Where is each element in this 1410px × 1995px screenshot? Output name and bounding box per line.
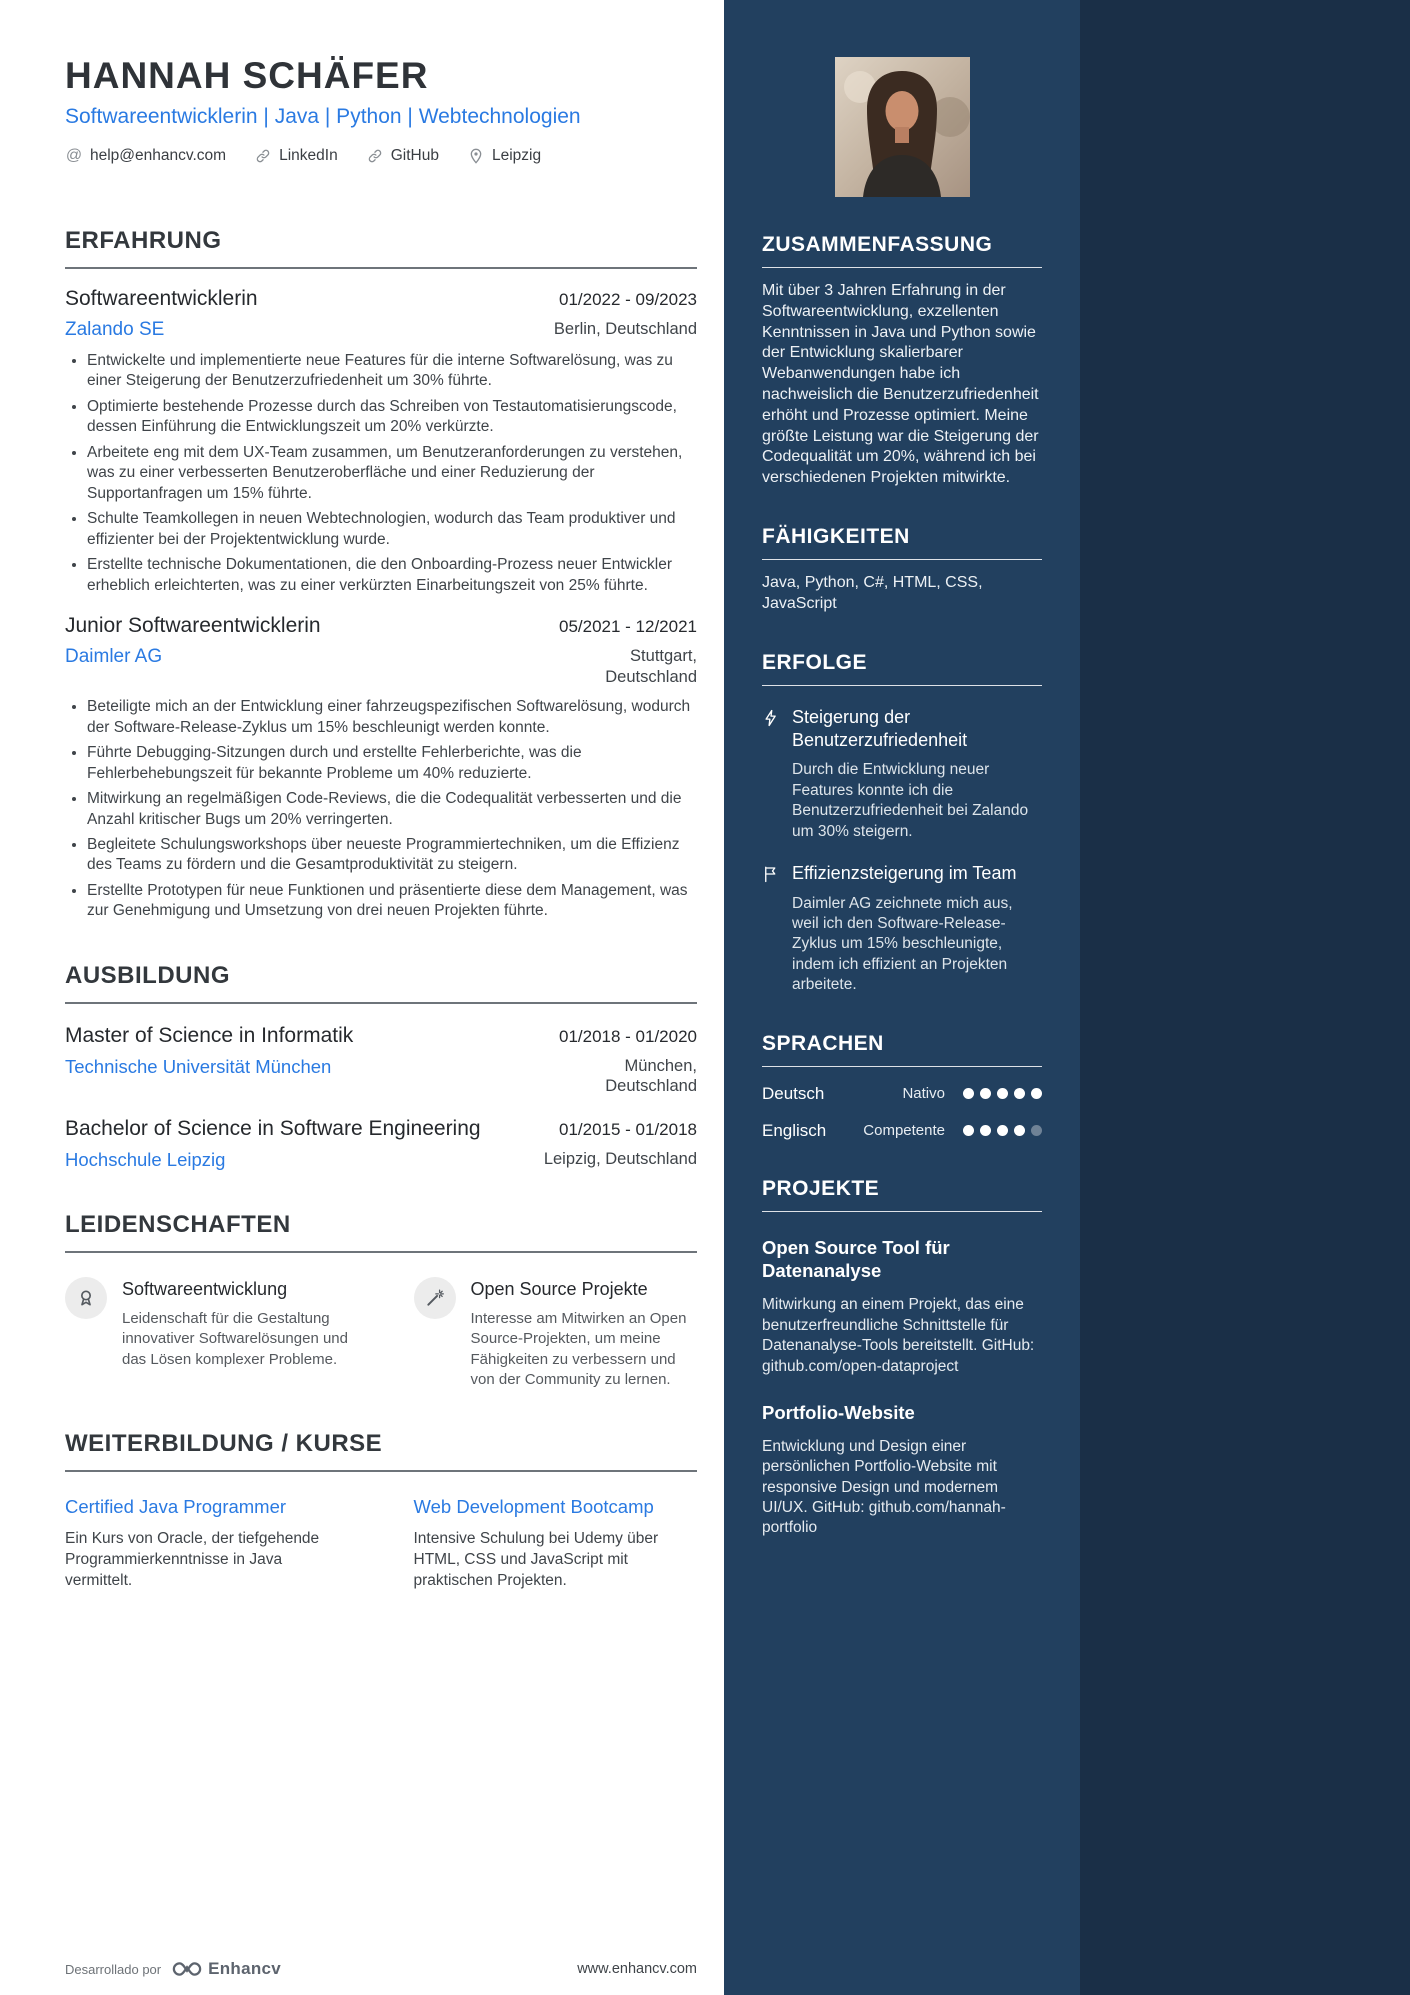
powered-by-label: Desarrollado por	[65, 1961, 162, 1977]
job-bullet: • Arbeitete eng mit dem UX-Team zusammen, um Benutzeranforderungen zu verstehen, was zu einer verbesserten Benutzeroberfläche und einer Reduzierung der Supportanfragen um 15% führte.	[87, 443, 697, 504]
degree-title: Bachelor of Science in Software Engineering	[65, 1117, 481, 1141]
job-title: Softwareentwicklerin	[65, 287, 258, 310]
contact-github-label: GitHub	[390, 147, 439, 164]
education-entry	[65, 1117, 697, 1171]
section-heading-passions: LEIDENSCHAFTEN	[65, 1211, 697, 1253]
enhancv-logo-icon	[172, 1961, 202, 1977]
link-icon	[254, 147, 272, 165]
course-item	[65, 1496, 349, 1592]
job-location: Stuttgart, Deutschland	[605, 646, 697, 686]
sidebar-section-summary	[762, 233, 1042, 489]
achievement-title: Effizienzsteigerung im Team	[792, 863, 1017, 884]
section-courses	[65, 1430, 697, 1592]
job-bullet: • Optimierte bestehende Prozesse durch das Schreiben von Testautomatisierungscode, dessen Einführung die Entwicklungszeit um 20% verkürzte.	[87, 397, 697, 438]
job-dates: 01/2022 - 09/2023	[558, 290, 697, 309]
contact-row	[65, 147, 697, 165]
job-bullet: • Mitwirkung an regelmäßigen Code-Reviews, die die Codequalität verbesserten und die Anzahl kritischer Bugs um 20% verringerten.	[87, 789, 697, 830]
candidate-name: HANNAH SCHÄFER	[65, 55, 429, 96]
experience-entry	[65, 287, 697, 596]
passion-text: Leidenschaft für die Gestaltung innovativer Softwarelösungen und das Lösen komplexer Probleme.	[122, 1310, 348, 1368]
enhancv-website-link[interactable]: www.enhancv.com	[577, 1961, 697, 1977]
course-text: Intensive Schulung bei Udemy über HTML, CSS und JavaScript mit praktischen Projekten.	[413, 1530, 659, 1589]
sidebar-heading-skills: FÄHIGKEITEN	[762, 525, 1042, 560]
sidebar-section-projects	[762, 1177, 1042, 1539]
medal-icon	[65, 1277, 107, 1319]
passion-title: Softwareentwicklung	[122, 1279, 288, 1300]
sidebar-section-skills	[762, 525, 1042, 615]
company-link[interactable]: Zalando SE	[65, 319, 165, 340]
sidebar-section-achievements	[762, 651, 1042, 996]
job-bullet: • Erstellte technische Dokumentationen, die den Onboarding-Prozess neuer Entwickler erheblich erleichterten, was zu einer verkürzten Einarbeitungszeit von 25% führte.	[87, 555, 697, 596]
location-icon	[467, 147, 485, 165]
achievement-title: Steigerung der Benutzerzufriedenheit	[792, 706, 968, 750]
resume-header	[65, 55, 697, 165]
language-proficiency-dots	[963, 1125, 1042, 1136]
flag-icon	[762, 865, 782, 885]
language-level: Nativo	[902, 1085, 945, 1103]
project-title: Open Source Tool für Datenanalyse	[762, 1236, 950, 1282]
passion-text: Interesse am Mitwirken an Open Source-Projekten, um meine Fähigkeiten zu verbessern und von der Community zu lernen.	[470, 1310, 687, 1388]
contact-linkedin-label: LinkedIn	[279, 147, 338, 164]
contact-location-label: Leipzig	[491, 147, 542, 164]
contact-linkedin[interactable]	[254, 147, 338, 165]
language-name: Deutsch	[762, 1083, 825, 1103]
course-title-link[interactable]: Certified Java Programmer	[65, 1496, 287, 1518]
section-heading-education: AUSBILDUNG	[65, 962, 697, 1004]
summary-text: Mit über 3 Jahren Erfahrung in der Softwareentwicklung, exzellenten Kenntnissen in Java und Python sowie der Entwicklung skalierbarer Webanwendungen habe ich nachweislich die Benutzerzufriedenheit erhöht und Prozesse optimiert. Meine größte Leistung war die Steigerung der Codequalität um 20%, während ich bei verschiedenen Projekten mitwirkte.	[762, 282, 1039, 487]
language-proficiency-dots	[963, 1088, 1042, 1099]
experience-entry	[65, 614, 697, 922]
section-passions	[65, 1211, 697, 1390]
project-item	[762, 1236, 1042, 1377]
school-link[interactable]: Hochschule Leipzig	[65, 1149, 226, 1171]
education-entry	[65, 1024, 697, 1097]
job-bullet: • Beteiligte mich an der Entwicklung einer fahrzeugspezifischen Softwarelösung, wodurch der Software-Release-Zyklus um 15% beschleunigt werden konnte.	[87, 697, 697, 738]
job-location: Berlin, Deutschland	[553, 320, 697, 338]
lightning-icon	[762, 709, 782, 729]
company-link[interactable]: Daimler AG	[65, 645, 163, 667]
job-bullet: • Schulte Teamkollegen in neuen Webtechnologien, wodurch das Team produktiver und effizienter bei der Projektentwicklung wurde.	[87, 509, 697, 550]
language-name: Englisch	[762, 1120, 827, 1140]
language-level: Competente	[863, 1122, 945, 1140]
achievement-text: Durch die Entwicklung neuer Features konnte ich die Benutzerzufriedenheit bei Zalando um 30% steigern.	[792, 761, 1029, 840]
passion-item	[414, 1277, 698, 1390]
resume-sidebar	[724, 0, 1080, 1995]
education-dates: 01/2015 - 01/2018	[558, 1120, 697, 1140]
job-title: Junior Softwareentwicklerin	[65, 613, 321, 637]
achievement-item	[762, 706, 1042, 843]
sidebar-heading-projects: PROJEKTE	[762, 1177, 1042, 1212]
enhancv-logo	[172, 1959, 281, 1979]
section-heading-experience: ERFAHRUNG	[65, 227, 697, 269]
project-text: Mitwirkung an einem Projekt, das eine benutzerfreundliche Schnittstelle für Datenanalyse-Tools bereitstellt. GitHub: github.com/open-dataproject	[762, 1296, 1035, 1375]
education-location: München, Deutschland	[605, 1056, 697, 1096]
sidebar-heading-languages: SPRACHEN	[762, 1032, 1042, 1067]
skills-list: Java, Python, C#, HTML, CSS, JavaScript	[762, 573, 983, 612]
sidebar-section-languages	[762, 1032, 1042, 1141]
achievement-text: Daimler AG zeichnete mich aus, weil ich den Software-Release-Zyklus um 15% beschleunigte, indem ich effizient an Projekten arbeitete.	[792, 894, 1013, 994]
school-link[interactable]: Technische Universität München	[65, 1055, 332, 1077]
passion-title: Open Source Projekte	[470, 1279, 648, 1300]
contact-github[interactable]	[366, 147, 439, 165]
page-footer	[65, 1959, 697, 1979]
language-row	[762, 1121, 1042, 1141]
project-title: Portfolio-Website	[762, 1401, 915, 1423]
magic-wand-icon	[414, 1277, 456, 1319]
degree-title: Master of Science in Informatik	[65, 1023, 354, 1047]
job-bullet: • Führte Debugging-Sitzungen durch und erstellte Fehlerberichte, was die Fehlerbehebungszeit für bekannte Probleme um 40% reduzierte.	[87, 743, 697, 784]
achievement-item	[762, 862, 1042, 996]
section-experience	[65, 227, 697, 922]
course-text: Ein Kurs von Oracle, der tiefgehende Programmierkenntnisse in Java vermittelt.	[65, 1530, 320, 1589]
section-heading-courses: WEITERBILDUNG / KURSE	[65, 1430, 697, 1472]
enhancv-wordmark: Enhancv	[208, 1959, 282, 1978]
education-dates: 01/2018 - 01/2020	[558, 1026, 697, 1046]
job-bullet: • Begleitete Schulungsworkshops über neueste Programmiertechniken, um die Effizienz des Teams zu fördern und die Gesamtproduktivität zu steigern.	[87, 835, 697, 876]
job-bullet: • Erstellte Prototypen für neue Funktionen und präsentierte diese dem Management, was zur Genehmigung und Umsetzung von drei neuen Projekten führte.	[87, 881, 697, 922]
section-education	[65, 962, 697, 1171]
candidate-tagline: Softwareentwicklerin | Java | Python | Webtechnologien	[65, 105, 581, 128]
job-bullet-list	[65, 697, 697, 922]
job-bullet: • Entwickelte und implementierte neue Features für die interne Softwarelösung, was zu einer Steigerung der Benutzerzufriedenheit um 30% führte.	[87, 351, 697, 392]
contact-location	[467, 147, 541, 165]
project-text: Entwicklung und Design einer persönlichen Portfolio-Website mit responsive Design und modernem UI/UX. GitHub: github.com/hannah-portfolio	[762, 1437, 1006, 1537]
passion-item	[65, 1277, 349, 1390]
enhancv-branding[interactable]	[65, 1959, 281, 1979]
contact-email-label: help@enhancv.com	[90, 147, 227, 164]
course-item	[414, 1496, 698, 1592]
sidebar-heading-summary: ZUSAMMENFASSUNG	[762, 233, 1042, 268]
education-location: Leipzig, Deutschland	[543, 1150, 697, 1169]
link-icon	[366, 147, 384, 165]
project-item	[762, 1401, 1042, 1539]
job-bullet-list	[65, 351, 697, 596]
job-dates: 05/2021 - 12/2021	[558, 616, 697, 636]
course-title-link[interactable]: Web Development Bootcamp	[413, 1496, 654, 1518]
sidebar-heading-achievements: ERFOLGE	[762, 651, 1042, 686]
email-icon: @	[65, 147, 83, 164]
profile-photo	[835, 57, 970, 197]
contact-email[interactable]	[65, 147, 226, 165]
language-row	[762, 1084, 1042, 1104]
